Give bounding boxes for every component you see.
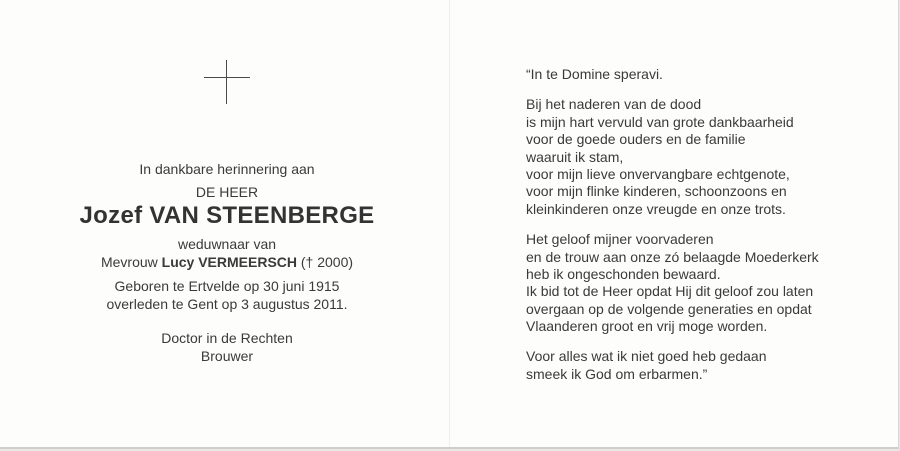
spouse-death: († 2000) xyxy=(300,254,354,270)
prayer-stanza xyxy=(526,66,866,83)
spouse-name: Lucy VERMEERSCH xyxy=(161,254,297,270)
intro-text: In dankbare herinnering aan xyxy=(139,161,315,177)
prayer-panel xyxy=(526,66,866,396)
prayer-line: heb ik ongeschonden bewaard. xyxy=(526,265,721,282)
widower-text: weduwnaar van xyxy=(177,236,277,252)
cross-vertical xyxy=(226,60,227,104)
prayer-line: waaruit ik stam, xyxy=(526,148,624,165)
cross-icon xyxy=(204,60,250,104)
prayer-line: kleinkinderen onze vreugde en onze trots. xyxy=(526,200,786,217)
prayer-line: voor de goede ouders en de familie xyxy=(526,131,746,148)
profession-2: Brouwer xyxy=(200,348,254,364)
prayer-line: overgaan op de volgende generaties en opdat xyxy=(526,300,812,317)
prayer-stanza xyxy=(526,348,866,383)
title-text: DE HEER xyxy=(195,184,259,200)
spouse-prefix: Mevrouw xyxy=(100,254,158,270)
death-text: overleden te Gent op 3 augustus 2011. xyxy=(106,296,348,312)
prayer-stanza xyxy=(526,231,866,335)
prayer-line: en de trouw aan onze zó belaagde Moederkerk xyxy=(526,248,819,265)
card-fold xyxy=(449,0,450,447)
prayer-line: voor mijn lieve onvervangbare echtgenote, xyxy=(526,165,790,182)
profession-1: Doctor in de Rechten xyxy=(161,330,293,346)
prayer-line: “In te Domine speravi. xyxy=(526,66,663,82)
left-panel xyxy=(40,160,414,365)
prayer-line: Voor alles wat ik niet goed heb gedaan xyxy=(526,348,767,365)
birth-text: Geboren te Ertvelde op 30 juni 1915 xyxy=(114,278,340,294)
prayer-line: Bij het naderen van de dood xyxy=(526,96,702,113)
prayer-line: is mijn hart vervuld van grote dankbaarheid xyxy=(526,113,794,130)
prayer-stanza xyxy=(526,96,866,218)
prayer-line: voor mijn flinke kinderen, schoonzoons en xyxy=(526,183,787,200)
prayer-line: Ik bid tot de Heer opdat Hij dit geloof zou laten xyxy=(526,283,814,300)
prayer-line: Vlaanderen groot en vrij moge worden. xyxy=(526,318,768,335)
spouse-line xyxy=(40,253,414,271)
cross-horizontal xyxy=(204,77,250,78)
prayer-line: Het geloof mijner voorvaderen xyxy=(526,231,714,248)
deceased-name: Jozef VAN STEENBERGE xyxy=(79,202,375,229)
prayer-line: smeek ik God om erbarmen.” xyxy=(526,365,708,382)
